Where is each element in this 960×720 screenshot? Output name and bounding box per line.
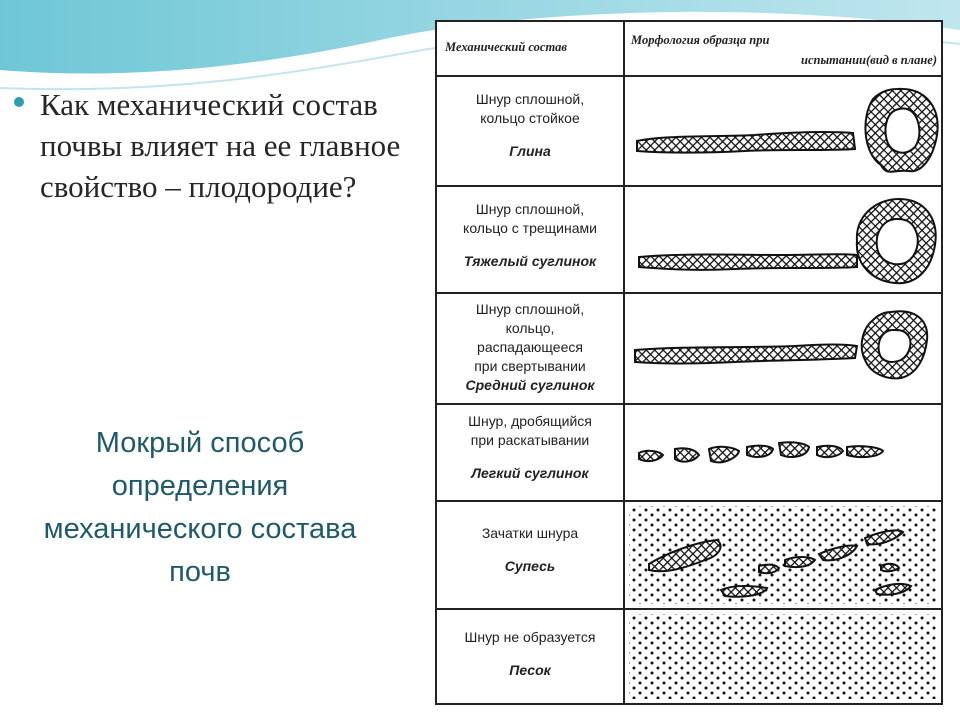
row-medium-loam-label: Шнур сплошной, кольцо, распадающееся при свертывании Средний суглинок <box>437 300 623 395</box>
row-clay-label: Шнур сплошной, кольцо стойкое Глина <box>437 90 623 161</box>
row-light-loam-label: Шнур, дробящийся при раскатывании Легкий суглинок <box>437 412 623 483</box>
sandy-loam-illustration <box>625 502 941 608</box>
soil-name: Песок <box>509 662 551 678</box>
clay-cord-ring-illustration <box>625 77 941 185</box>
method-title: Мокрый способ определения механического состава почв <box>43 427 357 588</box>
light-loam-fragments-illustration <box>625 405 941 500</box>
bullet-point-icon <box>14 97 24 107</box>
header-composition: Механический состав <box>445 40 567 54</box>
header-morphology <box>631 30 937 70</box>
heavy-loam-cord-ring-illustration <box>625 187 941 292</box>
soil-name: Глина <box>509 143 551 159</box>
soil-name: Легкий суглинок <box>471 465 589 481</box>
row-sandy-loam-label: Зачатки шнура Супесь <box>437 524 623 576</box>
soil-name: Супесь <box>504 558 556 574</box>
soil-name: Средний суглинок <box>465 377 595 393</box>
medium-loam-cord-ring-illustration <box>625 294 941 403</box>
soil-composition-table <box>435 20 943 705</box>
soil-name: Тяжелый суглинок <box>463 253 597 269</box>
slide-question: Как механический состав почвы влияет на ее главное свойство – плодородие? <box>40 87 401 204</box>
sand-illustration <box>625 610 941 703</box>
row-sand-label: Шнур не образуется Песок <box>437 628 623 680</box>
header-morphology-line1: Морфология образца при <box>631 33 770 47</box>
header-morphology-line2: испытании(вид в плане) <box>801 53 937 67</box>
row-heavy-loam-label: Шнур сплошной, кольцо с трещинами Тяжелый суглинок <box>437 200 623 271</box>
